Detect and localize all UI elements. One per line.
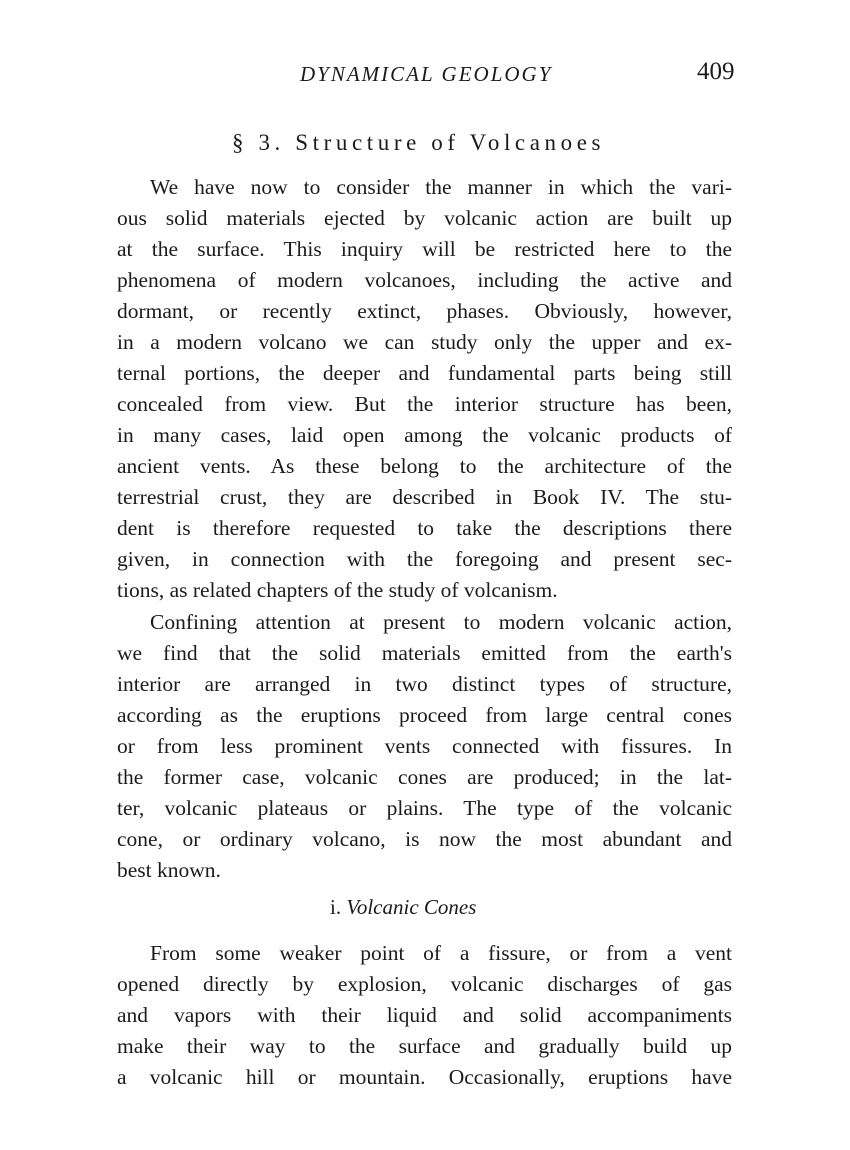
subsection-title: Volcanic Cones (346, 895, 477, 919)
paragraph-1-line: ancient vents. As these belong to the architecture of the (117, 454, 732, 478)
paragraph-3-line: and vapors with their liquid and solid accompaniments (117, 1003, 732, 1027)
paragraph-2-line: cone, or ordinary volcano, is now the most abundant and (117, 827, 732, 851)
subsection-heading (330, 895, 476, 920)
paragraph-1-line: dent is therefore requested to take the descriptions there (117, 516, 732, 540)
paragraph-2-line: or from less prominent vents connected with fissures. In (117, 734, 732, 758)
paragraph-1-line: tions, as related chapters of the study of volcanism. (117, 578, 558, 602)
subsection-number: i. (330, 895, 342, 919)
paragraph-2-line: Confining attention at present to modern volcanic action, (150, 610, 732, 634)
paragraph-1-line: in many cases, laid open among the volcanic products of (117, 423, 732, 447)
paragraph-1-line: given, in connection with the foregoing and present sec- (117, 547, 732, 571)
running-head: DYNAMICAL GEOLOGY (300, 62, 553, 86)
paragraph-2-line: interior are arranged in two distinct types of structure, (117, 672, 732, 696)
paragraph-3-line: make their way to the surface and gradually build up (117, 1034, 732, 1058)
paragraph-1-line: We have now to consider the manner in which the vari- (150, 175, 732, 199)
section-heading: § 3. Structure of Volcanoes (232, 130, 606, 155)
page-number: 409 (697, 58, 735, 85)
paragraph-2-line: the former case, volcanic cones are produced; in the lat- (117, 765, 732, 789)
paragraph-2-line: according as the eruptions proceed from large central cones (117, 703, 732, 727)
paragraph-1-line: dormant, or recently extinct, phases. Obviously, however, (117, 299, 732, 323)
paragraph-1-line: terrestrial crust, they are described in Book IV. The stu- (117, 485, 732, 509)
paragraph-3-line: opened directly by explosion, volcanic discharges of gas (117, 972, 732, 996)
paragraph-2-line: ter, volcanic plateaus or plains. The type of the volcanic (117, 796, 732, 820)
paragraph-2-line: we find that the solid materials emitted from the earth's (117, 641, 732, 665)
paragraph-3-line: a volcanic hill or mountain. Occasionally, eruptions have (117, 1065, 732, 1089)
paragraph-3-line: From some weaker point of a fissure, or from a vent (150, 941, 732, 965)
paragraph-1-line: at the surface. This inquiry will be restricted here to the (117, 237, 732, 261)
paragraph-2-line: best known. (117, 858, 221, 882)
paragraph-1-line: phenomena of modern volcanoes, including the active and (117, 268, 732, 292)
paragraph-1-line: concealed from view. But the interior structure has been, (117, 392, 732, 416)
paragraph-1-line: ternal portions, the deeper and fundamental parts being still (117, 361, 732, 385)
paragraph-1-line: ous solid materials ejected by volcanic action are built up (117, 206, 732, 230)
paragraph-1-line: in a modern volcano we can study only the upper and ex- (117, 330, 732, 354)
